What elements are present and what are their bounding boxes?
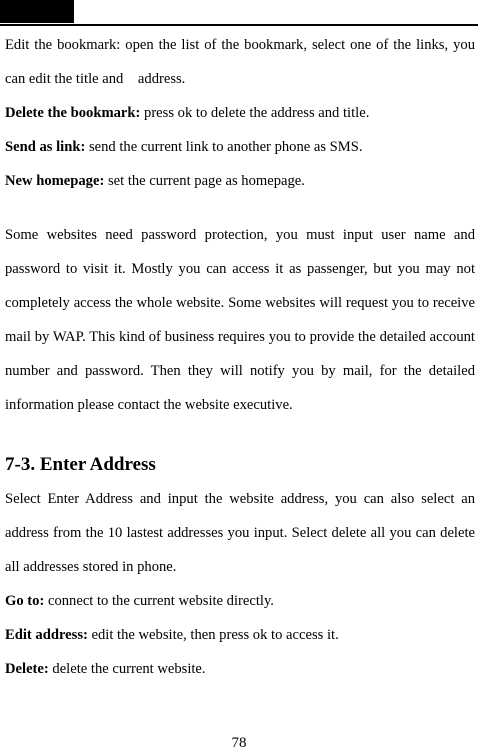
delete-bookmark-term: Delete the bookmark: xyxy=(5,105,141,121)
edit-address-item xyxy=(5,618,475,652)
send-as-link-term: Send as link: xyxy=(5,139,86,155)
paragraph-gap xyxy=(5,422,475,442)
go-to-term: Go to: xyxy=(5,593,45,609)
send-as-link-item xyxy=(5,130,475,164)
paragraph-gap xyxy=(5,198,475,218)
section-heading: 7-3. Enter Address xyxy=(5,454,156,475)
delete-bookmark-description: press ok to delete the address and title. xyxy=(140,105,370,121)
page-number: 78 xyxy=(231,735,247,751)
send-as-link-description: send the current link to another phone as SMS. xyxy=(85,139,363,155)
header-tab-block xyxy=(0,0,74,23)
go-to-description: connect to the current website directly. xyxy=(44,593,274,609)
edit-address-term: Edit address: xyxy=(5,627,88,643)
password-protection-paragraph: Some websites need password protection, you must input user name and password to visit it. Mostly you can access it as passenger, but you may not completely access the whole website. Some websites will request you to receive mail by WAP. This kind of business requires you to provide the detailed account number and password. Then they will notify you by mail, for the detailed information please contact the website executive. xyxy=(5,227,475,413)
edit-address-description: edit the website, then press ok to access it. xyxy=(87,627,339,643)
page-content xyxy=(5,28,475,686)
go-to-item xyxy=(5,584,475,618)
delete-item xyxy=(5,652,475,686)
header-rule xyxy=(0,24,478,26)
new-homepage-item xyxy=(5,164,475,198)
delete-description: delete the current website. xyxy=(48,661,206,677)
new-homepage-term: New homepage: xyxy=(5,173,105,189)
edit-bookmark-paragraph: Edit the bookmark: open the list of the bookmark, select one of the links, you can edit the title and address. xyxy=(5,37,475,87)
new-homepage-description: set the current page as homepage. xyxy=(104,173,305,189)
enter-address-paragraph: Select Enter Address and input the website address, you can also select an address from the 10 lastest addresses you input. Select delete all you can delete all addresses stored in phone. xyxy=(5,491,475,575)
delete-bookmark-item xyxy=(5,96,475,130)
delete-term: Delete: xyxy=(5,661,49,677)
